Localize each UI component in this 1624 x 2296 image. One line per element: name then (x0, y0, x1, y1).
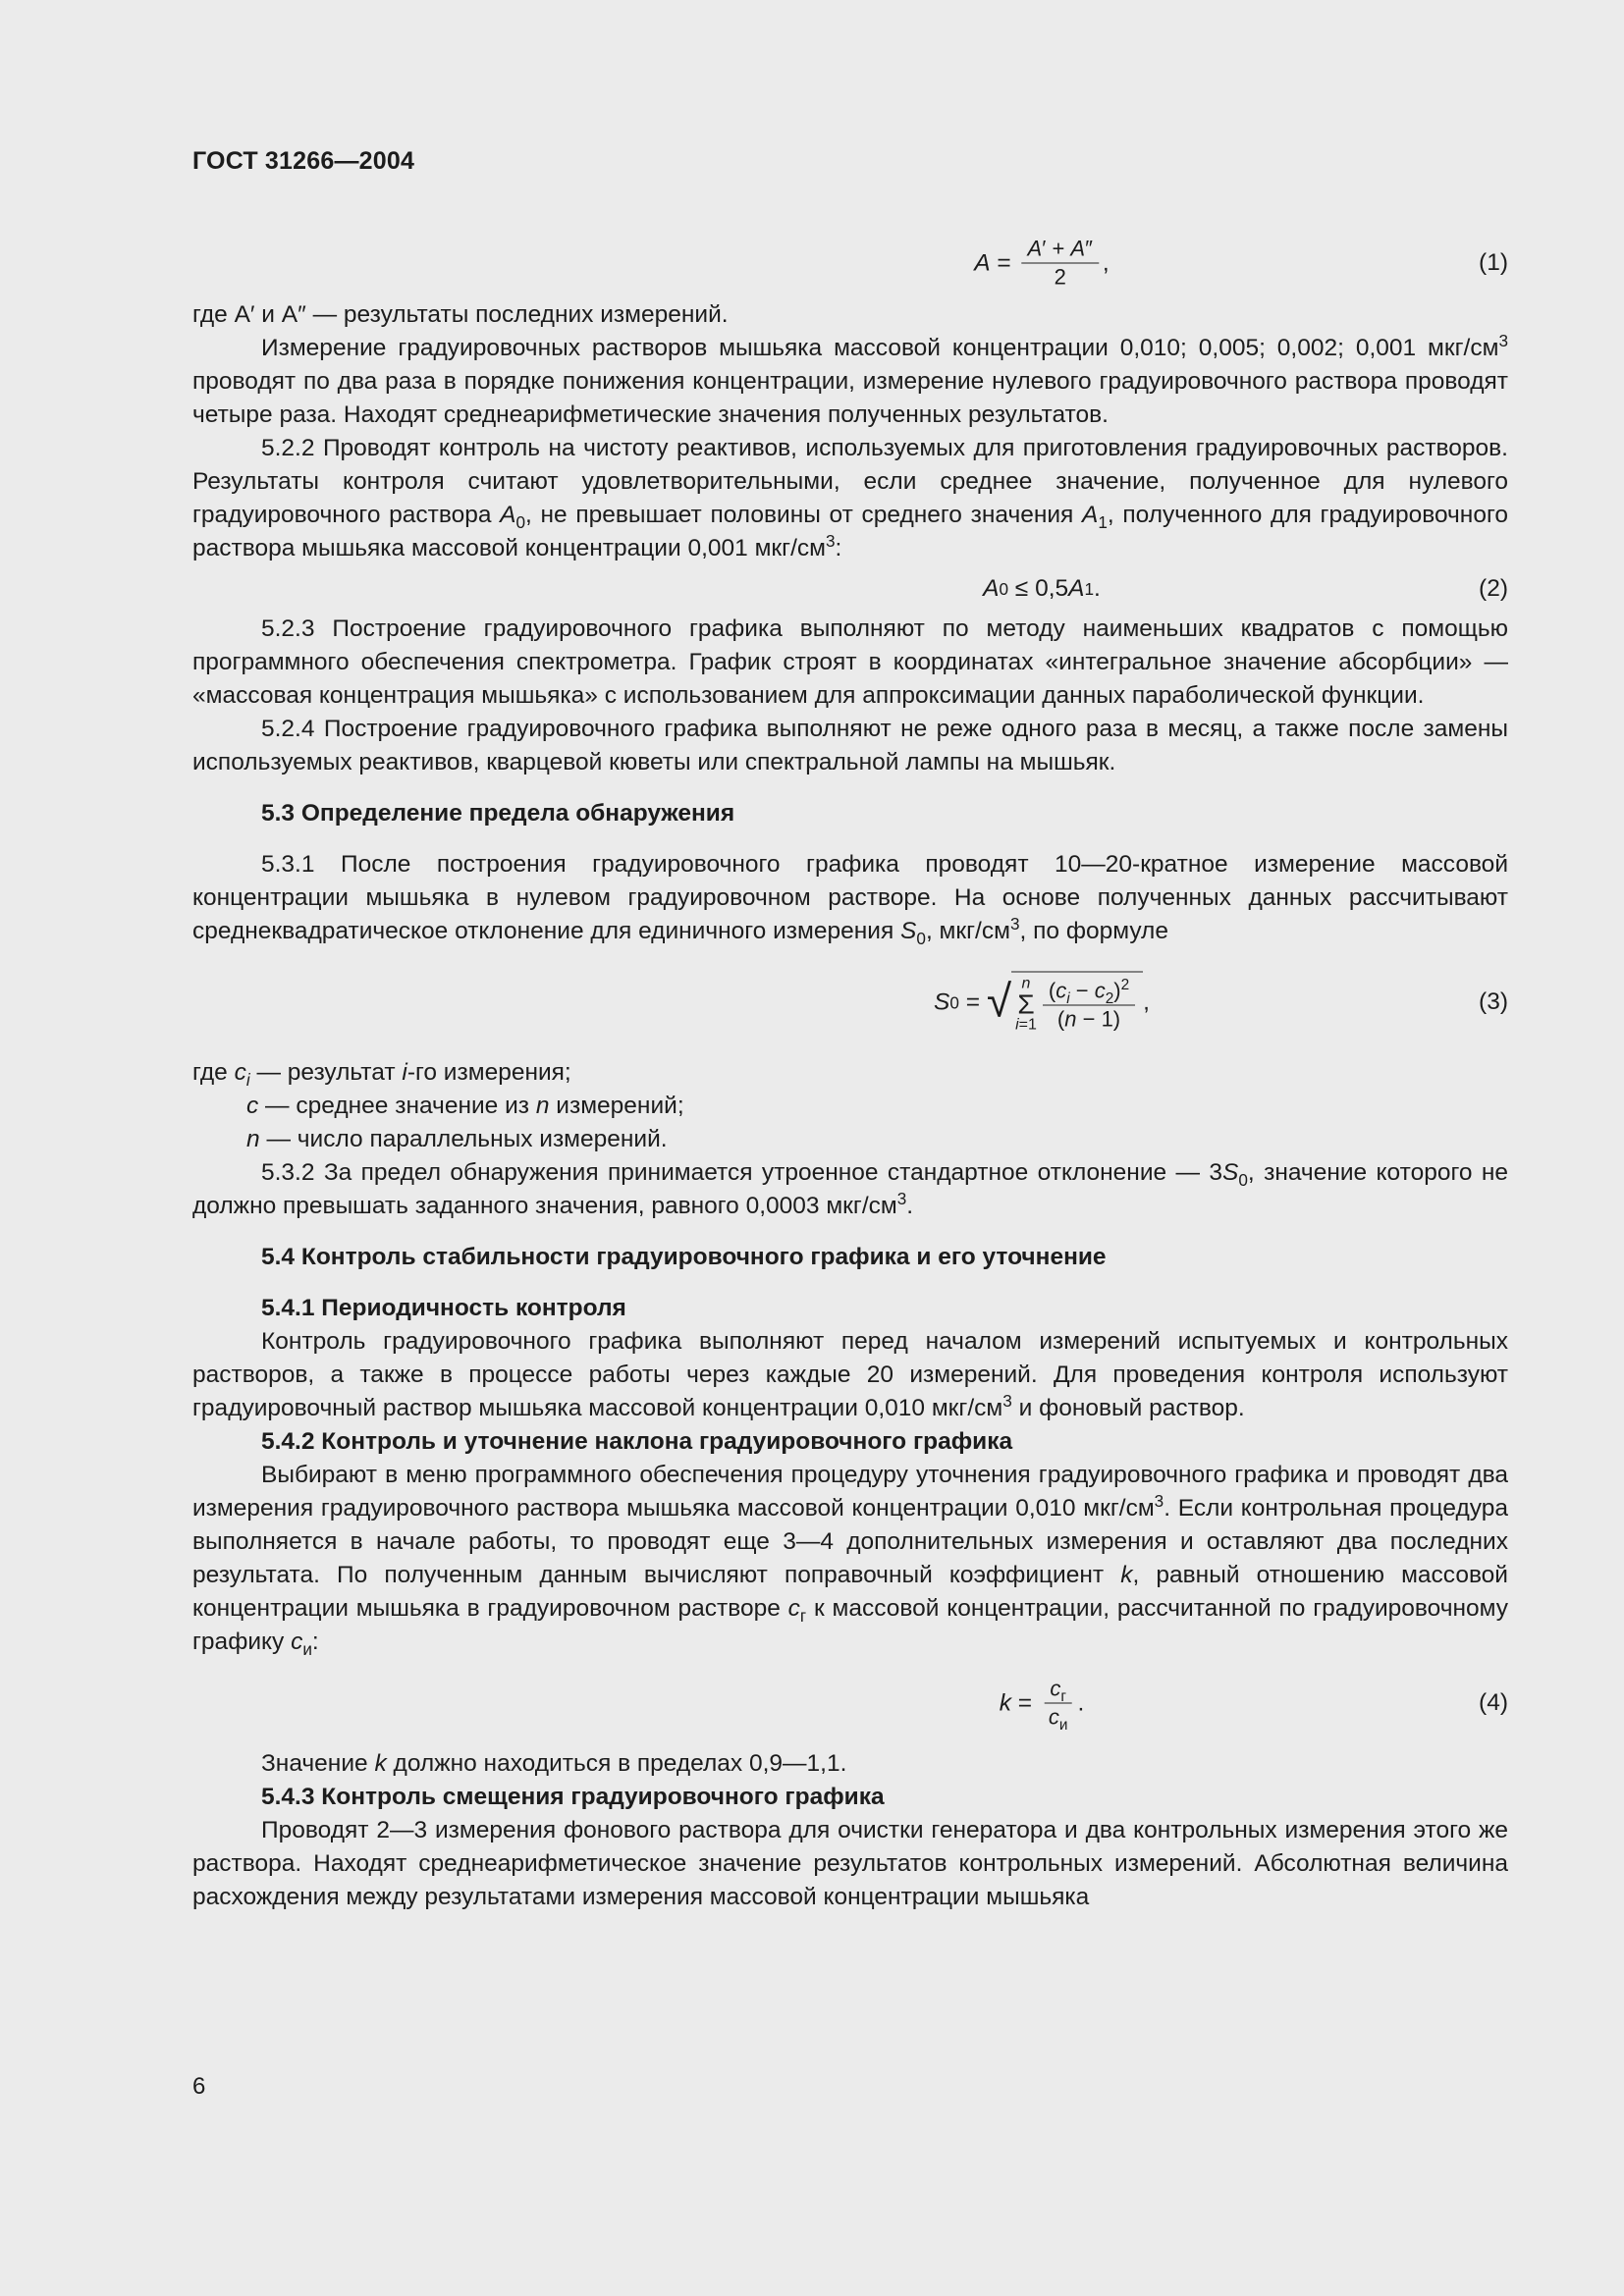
paragraph-5-2-2: 5.2.2 Проводят контроль на чистоту реактивов, используемых для приготовления градуировочных растворов. Результаты контроля считают удовлетворительными, если среднее значение, полученное для нулевого градуировочного раствора $A_0$, не превышает половины от среднего значения $A_1$, полученного для градуировочного раствора мышьяка массовой концентрации 0,001 мкг/$см^3$: (192, 435, 1508, 561)
equation-1: A = $\frac{A' + A''}{2}$ , (1) (974, 236, 1508, 290)
equation-2: A 0 ≤ 0,5 A 1 . (2) (192, 565, 1508, 613)
page-number: 6 (192, 2073, 206, 2100)
subsection-heading-5-4-1: 5.4.1 Периодичность контроля (261, 1295, 626, 1321)
subsection-heading-5-4-2: 5.4.2 Контроль и уточнение наклона градуировочного графика (261, 1428, 1013, 1455)
paragraph: Значение k должно находиться в пределах 0,9—1,1. (261, 1750, 847, 1777)
page-body (192, 228, 1508, 1914)
section-heading-5-4: 5.4 Контроль стабильности градуировочного графика и его уточнение (261, 1244, 1107, 1270)
paragraph: где A′ и A″ — результаты последних измерений. (192, 301, 729, 328)
legend-line: n — число параллельных измерений. (246, 1126, 668, 1152)
paragraph: Контроль градуировочного графика выполняют перед началом измерений испытуемых и контрольных растворов, а также в процессе работы через каждые 20 измерений. Для проведения контроля используют градуировочный раствор мышьяка массовой концентрации 0,010 мкг/$см^3$ и фоновый раствор. (192, 1328, 1508, 1421)
paragraph-5-3-2: 5.3.2 За предел обнаружения принимается утроенное стандартное отклонение — $3S_0$, значение которого не должно превышать заданного значения, равного 0,0003 мкг/$см^3$. (192, 1159, 1508, 1219)
paragraph-5-2-4: 5.2.4 Построение градуировочного графика выполняют не реже одного раза в месяц, а также после замены используемых реактивов, кварцевой кюветы или спектральной лампы на мышьяк. (192, 716, 1508, 775)
equation-number: (3) (1479, 988, 1508, 1015)
legend-line: где $c_i$ — результат i-го измерения; (192, 1059, 571, 1090)
running-header: ГОСТ 31266—2004 (192, 147, 415, 175)
paragraph: Измерение градуировочных растворов мышьяка массовой концентрации 0,010; 0,005; 0,002; 0,001 мкг/$см^3$ проводят по два раза в порядке понижения концентрации, измерение нулевого градуировочного раствора проводят четыре раза. Находят среднеарифметические значения полученных результатов. (192, 330, 1508, 428)
equation-number: (1) (1479, 249, 1508, 276)
subsection-heading-5-4-3: 5.4.3 Контроль смещения градуировочного графика (261, 1784, 885, 1810)
legend-line: c — среднее значение из n измерений; (246, 1093, 684, 1119)
equation-3: S 0 = √ n Σ i=1 $\frac{(c_i - c_2)^2}{(n - 1)}$ , (3) (192, 948, 1508, 1056)
section-heading-5-3: 5.3 Определение предела обнаружения (261, 800, 735, 827)
paragraph-5-3-1: 5.3.1 После построения градуировочного графика проводят 10—20-кратное измерение массовой концентрации мышьяка в нулевом градуировочном растворе. На основе полученных данных рассчитывают среднеквадратическое отклонение для единичного измерения $S_0$, мкг/$см^3$, по формуле (192, 851, 1508, 948)
equation-number: (4) (1479, 1689, 1508, 1716)
equation-number: (2) (1479, 575, 1508, 602)
paragraph: Проводят 2—3 измерения фонового раствора для очистки генератора и два контрольных измерения этого же раствора. Находят среднеарифметическое значение результатов контрольных измерений. Абсолютная величина расхождения между результатами измерения массовой концентрации мышьяка (192, 1817, 1508, 1910)
equation-4: k = $\frac{c_г}{c_и}$ . (4) (999, 1676, 1508, 1734)
paragraph: Выбирают в меню программного обеспечения процедуру уточнения градуировочного графика и проводят два измерения градуировочного раствора мышьяка массовой концентрации 0,010 мкг/$см^3$. Если контрольная процедура выполняется в начале работы, то проводят еще 3—4 дополнительных измерения и оставляют два последних результата. По полученным данным вычисляют поправочный коэффициент k, равный отношению массовой концентрации мышьяка в градуировочном растворе $c_г$ к массовой концентрации, рассчитанной по градуировочному графику $c_и$: (192, 1462, 1508, 1659)
paragraph-5-2-3: 5.2.3 Построение градуировочного графика выполняют по методу наименьших квадратов с помощью программного обеспечения спектрометра. График строят в координатах «интегральное значение абсорбции» — «массовая концентрация мышьяка» с использованием для аппроксимации данных параболической функции. (192, 615, 1508, 709)
